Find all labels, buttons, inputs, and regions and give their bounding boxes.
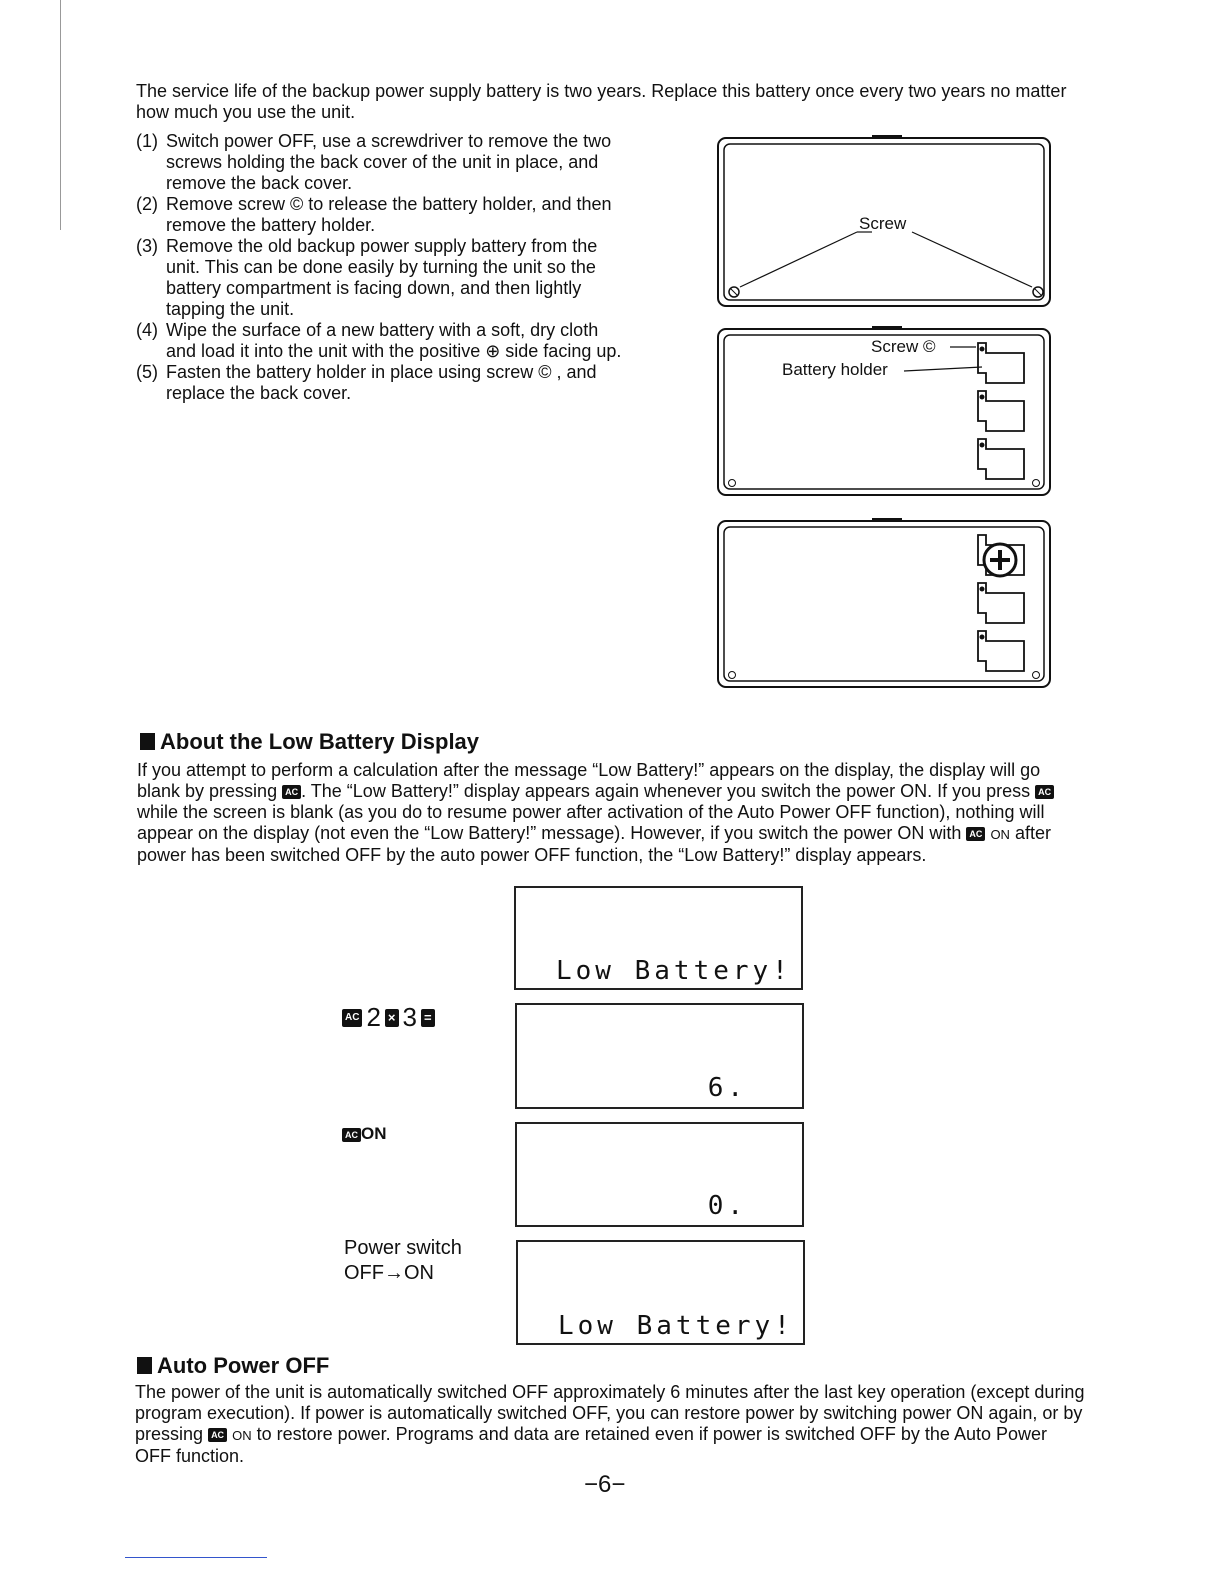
- lcd-display-1: [514, 886, 803, 990]
- step-text: Remove screw © to release the battery holder, and then remove the battery holder.: [166, 194, 612, 235]
- heading-text: Auto Power OFF: [157, 1353, 330, 1378]
- step-text: Wipe the surface of a new battery with a soft, dry cloth and load it into the unit with the positive ⊕ side facing up.: [166, 320, 622, 361]
- lcd-display-4: [516, 1240, 805, 1345]
- battery-slots: [978, 343, 1024, 479]
- low-battery-paragraph: [137, 760, 1087, 866]
- digit-2: 2: [366, 1002, 381, 1032]
- battery-loaded-diagram: [712, 515, 1057, 692]
- on-key-label: ON: [232, 1428, 252, 1443]
- step-text: Switch power OFF, use a screwdriver to remove the two screws holding the back cover of the unit in place, and remove the back cover.: [166, 131, 612, 193]
- ac-key-icon: AC: [208, 1428, 227, 1442]
- screw-c-label: Screw ©: [871, 337, 936, 356]
- heading-text: About the Low Battery Display: [160, 729, 480, 754]
- ac-key-icon: AC: [342, 1128, 361, 1142]
- step-number: (2): [136, 194, 158, 214]
- scan-bottom-line: [125, 1557, 267, 1558]
- lcd-text: Low Battery!: [556, 956, 792, 986]
- ac-key-icon: AC: [342, 1009, 362, 1027]
- scan-margin-line: [60, 0, 61, 230]
- step-text: Fasten the battery holder in place using screw © , and replace the back cover.: [166, 362, 597, 403]
- multiply-key-icon: ×: [385, 1009, 399, 1027]
- step-number: (4): [136, 320, 158, 340]
- auto-power-text-2: to restore power. Programs and data are retained even if power is switched OFF by the Auto Power OFF function.: [135, 1424, 1047, 1466]
- on-key-label: ON: [990, 827, 1010, 842]
- page-number: −6−: [584, 1471, 626, 1498]
- key-sequence-1: [342, 1002, 435, 1033]
- step-text: Remove the old backup power supply battery from the unit. This can be done easily by turning the unit so the battery compartment is facing down, and then lightly tapping the unit.: [166, 236, 598, 319]
- key-sequence-2: [342, 1124, 387, 1144]
- positive-battery-icon: [984, 544, 1016, 576]
- square-bullet-icon: [137, 1357, 152, 1374]
- low-battery-text-3: while the screen is blank (as you do to resume power after activation of the Auto Power OFF function), nothing will appear on the display (not even the “Low Battery!” message). However, if you switch the power ON with: [137, 802, 1045, 843]
- lcd-text: 6.: [707, 1073, 747, 1103]
- on-key-label: ON: [361, 1124, 387, 1143]
- step-4: [136, 320, 631, 362]
- lcd-text: Low Battery!: [558, 1311, 794, 1341]
- step-5: [136, 362, 631, 404]
- power-switch-line-2: OFF→ON: [344, 1262, 434, 1284]
- low-battery-text-2: . The “Low Battery!” display appears again whenever you switch the power ON. If you press: [301, 781, 1031, 801]
- screw-label: Screw: [859, 214, 907, 233]
- auto-power-heading: [137, 1353, 329, 1379]
- digit-3: 3: [402, 1002, 417, 1032]
- ac-key-icon: AC: [1035, 785, 1054, 799]
- auto-power-paragraph: [135, 1382, 1087, 1467]
- step-number: (3): [136, 236, 158, 256]
- lcd-display-3: [515, 1122, 804, 1227]
- step-number: (1): [136, 131, 158, 151]
- lcd-text: 0.: [707, 1191, 747, 1221]
- low-battery-text-1: If you attempt to perform a calculation after the message “Low Battery!” appears on the display, the display will go blank by pressing: [137, 760, 1041, 801]
- step-number: (5): [136, 362, 158, 382]
- low-battery-text-4: after power has been switched OFF by the auto power OFF function, the “Low Battery!” display appears.: [137, 823, 1051, 865]
- intro-paragraph: The service life of the backup power supply battery is two years. Replace this battery once every two years no matter how much you use the unit.: [136, 81, 1067, 122]
- steps-list: [136, 131, 631, 404]
- battery-holder-label: Battery holder: [782, 360, 888, 379]
- step-1: [136, 131, 631, 194]
- power-switch-line-1: Power switch: [344, 1237, 462, 1259]
- step-3: [136, 236, 631, 320]
- square-bullet-icon: [140, 733, 155, 750]
- ac-key-icon: AC: [966, 827, 985, 841]
- power-switch-label: [344, 1236, 462, 1286]
- low-battery-heading: [140, 729, 479, 755]
- lcd-display-2: [515, 1003, 804, 1109]
- step-2: [136, 194, 631, 236]
- equals-key-icon: =: [421, 1009, 435, 1027]
- ac-key-icon: AC: [282, 785, 301, 799]
- auto-power-text-1: The power of the unit is automatically switched OFF approximately 6 minutes after the last key operation (except during program execution). If power is automatically switched OFF, you can restore power by switching power ON again, or by pressing: [135, 1382, 1085, 1444]
